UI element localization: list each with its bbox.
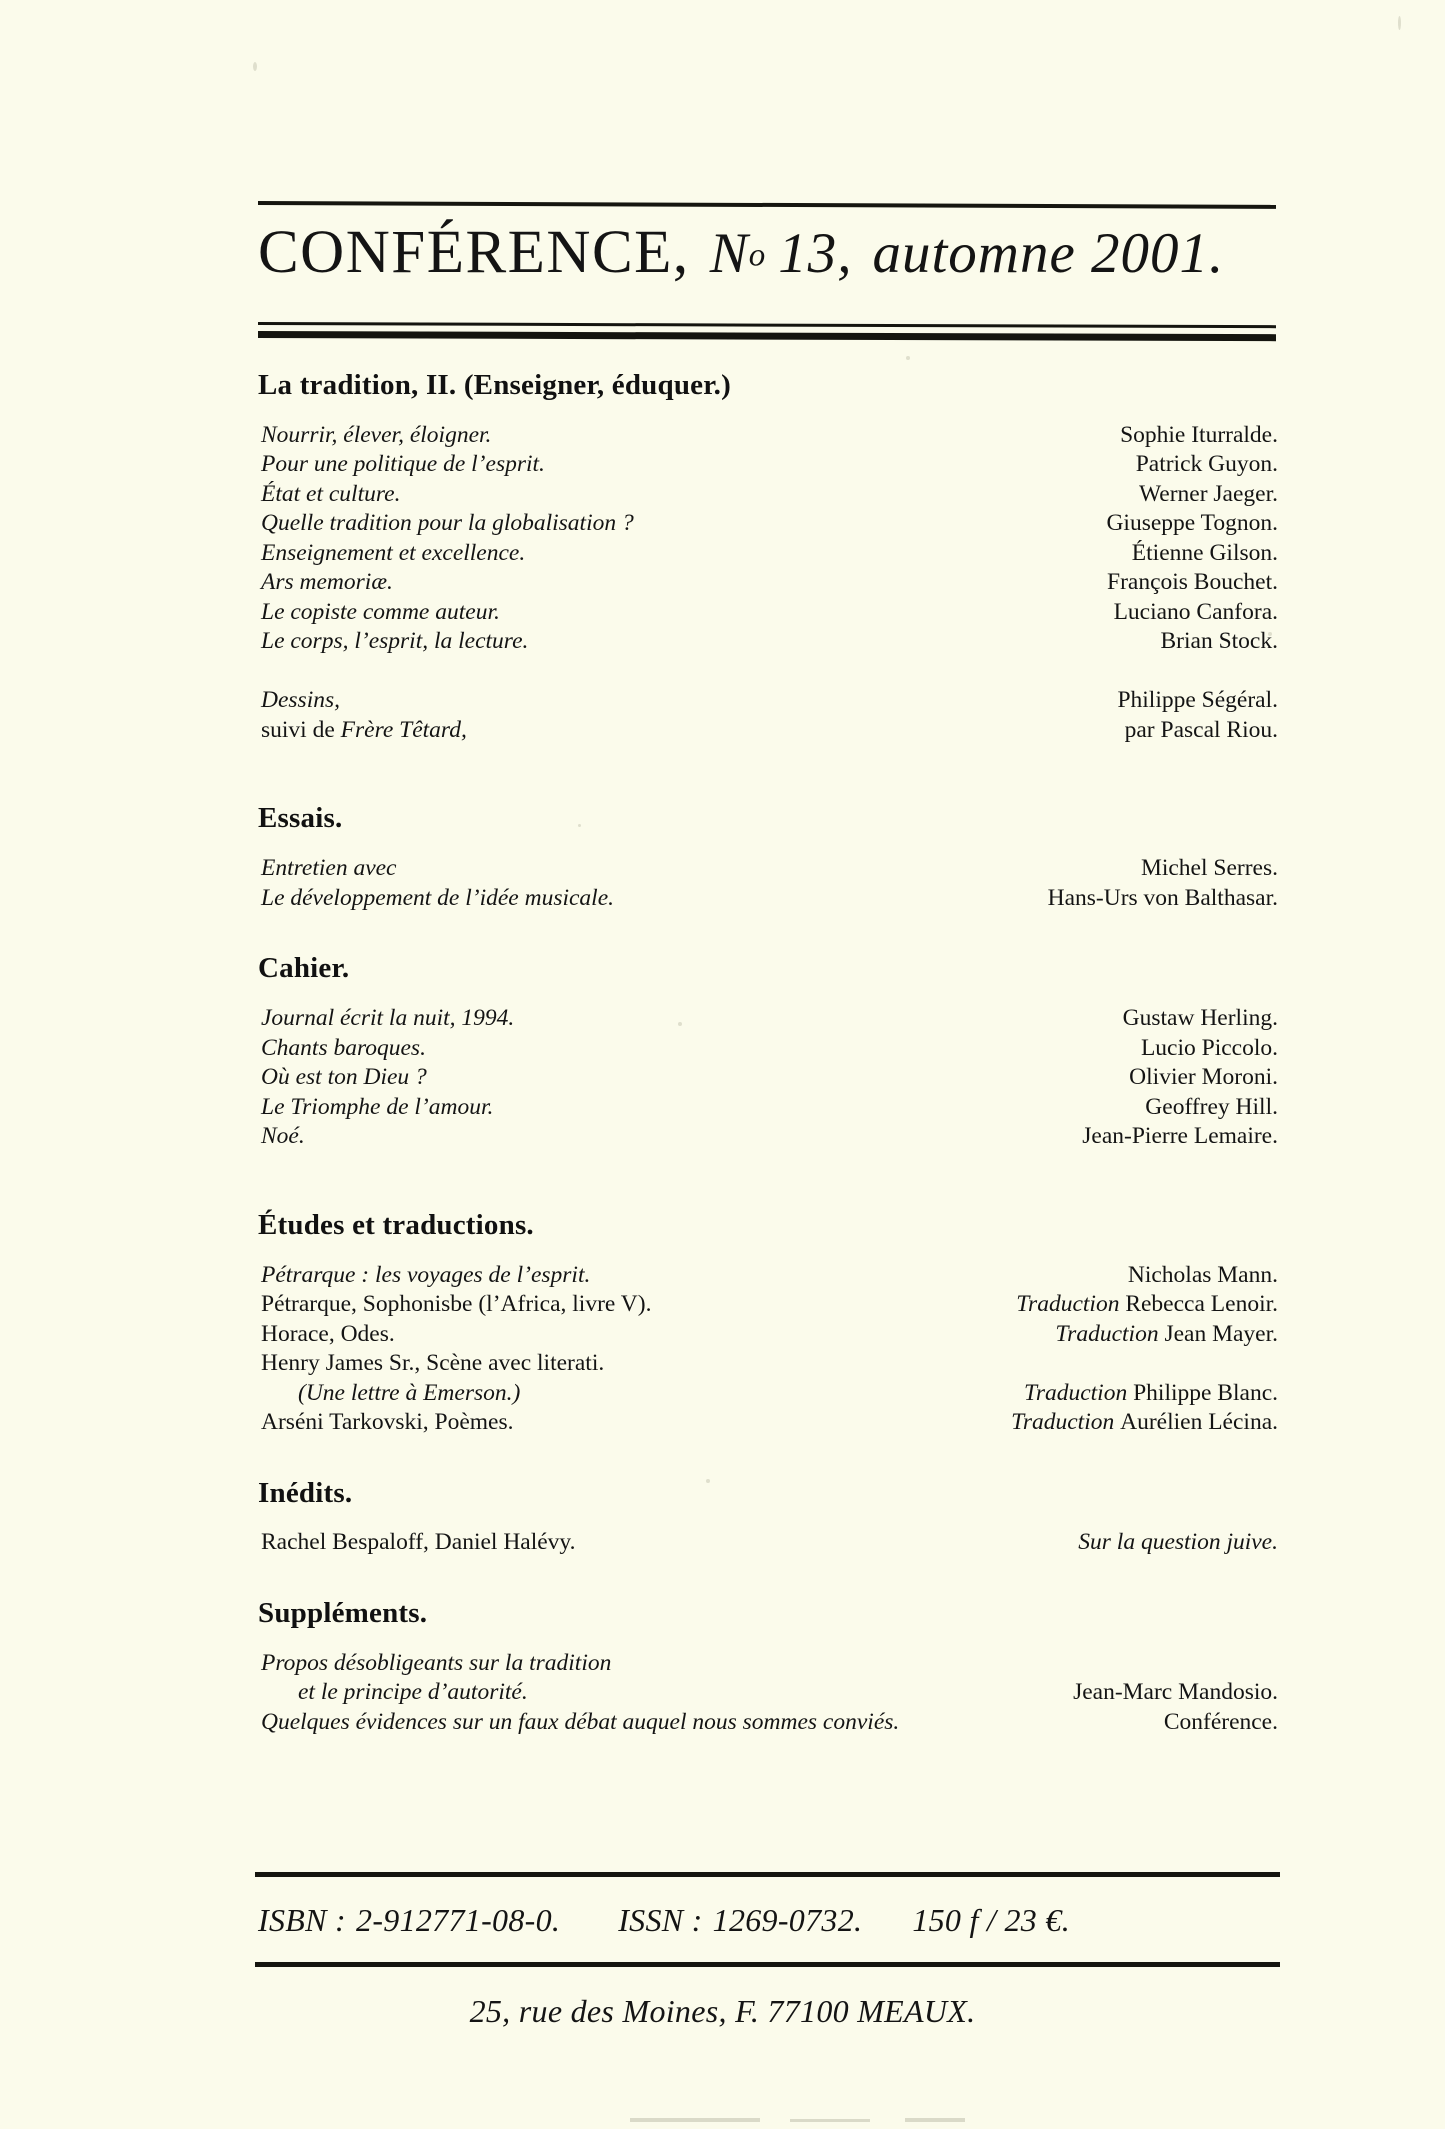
entry-title: Ars memoriæ. [261,569,393,596]
row-spacer [258,657,1280,687]
toc-row [258,1034,1280,1064]
entry-title: Horace, Odes. [261,1320,395,1347]
entry-author: Philippe Ségéral. [1117,687,1278,714]
entry-title: Où est ton Dieu ? [261,1064,427,1091]
price: 150 f / 23 €. [912,1901,1070,1938]
toc-row [258,1004,1280,1034]
entry-title: Le corps, l’esprit, la lecture. [261,628,529,655]
toc-row [258,480,1280,510]
scan-speck [1398,16,1401,30]
entry-author-prefix: Traduction [1016,1291,1126,1318]
toc-row [258,509,1280,539]
toc-row [258,884,1280,914]
entry-title: Quelques évidences sur un faux débat auquel nous sommes conviés. [261,1708,900,1735]
toc-row [258,1063,1280,1093]
entry-group [258,1649,1280,1738]
entry-title: Nourrir, élever, éloigner. [261,421,492,448]
entry-author: Patrick Guyon. [1135,451,1278,478]
entry-title: Entretien avec [261,855,397,882]
entry-title: Le développement de l’idée musicale. [261,884,615,911]
toc-row [258,568,1280,598]
section-essais [258,803,1280,913]
entry-author: Werner Jaeger. [1138,480,1278,507]
entry-title: Rachel Bespaloff, Daniel Halévy. [261,1529,576,1556]
masthead [258,219,1318,310]
scan-speck [253,62,257,71]
footer-identifiers [258,1886,1278,1954]
entry-title: Noé. [261,1123,305,1150]
table-of-contents [258,370,1280,1737]
section-la-tradition [258,370,1280,745]
section-spacer [258,1558,1280,1598]
section-etudes-et-traductions [258,1210,1280,1438]
scan-speck [906,356,910,360]
toc-row [258,627,1280,657]
entry-author: Jean-Marc Mandosio. [1073,1679,1278,1706]
section-heading: La tradition, II. (Enseigner, éduquer.) [258,369,731,401]
journal-title: CONFÉRENCE, [258,219,690,286]
section-heading: Essais. [258,802,343,835]
masthead-bottom-rule-thin [258,322,1276,328]
entry-title: Le copiste comme auteur. [261,598,500,625]
entry-author: Gustaw Herling. [1122,1005,1278,1032]
entry-author-name: Philippe Blanc. [1133,1379,1278,1406]
entry-author: Jean-Pierre Lemaire. [1082,1123,1278,1150]
entry-author: Conférence. [1163,1708,1278,1735]
entry-author: Giuseppe Tognon. [1106,510,1278,537]
entry-author: François Bouchet. [1107,569,1278,596]
entry-author-name: Aurélien Lécina. [1120,1409,1278,1436]
section-cahier [258,953,1280,1151]
section-spacer [258,913,1280,953]
entry-title: Arséni Tarkovski, Poèmes. [261,1409,514,1436]
section-spacer [258,1438,1280,1478]
entry-group [258,1528,1280,1558]
footer-bottom-rule [255,1962,1280,1967]
entry-title: Dessins, [261,687,340,714]
issue-label-superscript: o [748,237,766,274]
entry-title: Propos désobligeants sur la tradition [261,1649,612,1676]
toc-row [258,1122,1280,1152]
scan-edge-artifact [790,2119,870,2122]
issue-label: N [709,222,749,285]
issn-value: 1269-0732. [712,1901,863,1938]
entry-title: Le Triomphe de l’amour. [261,1093,494,1120]
section-heading: Inédits. [258,1476,353,1509]
toc-row [258,1408,1280,1438]
entry-author-prefix: Traduction [1011,1409,1121,1436]
entry-author: Olivier Moroni. [1129,1064,1278,1091]
isbn-label: ISBN : [258,1901,347,1938]
toc-row [258,1290,1280,1320]
entry-author [1016,1290,1280,1320]
section-heading: Cahier. [258,952,350,985]
entry-author-name: Jean Mayer. [1164,1320,1278,1347]
toc-row [258,598,1280,628]
entry-author: Nicholas Mann. [1127,1261,1278,1288]
entry-author: Brian Stock. [1160,628,1278,655]
entry-title: Journal écrit la nuit, 1994. [261,1005,515,1032]
masthead-top-rule [258,201,1276,209]
scan-edge-artifact [630,2118,760,2122]
publisher-address: 25, rue des Moines, F. 77100 MEAUX. [469,1993,976,2029]
entry-author: Sophie Iturralde. [1120,421,1278,448]
entry-group [258,1261,1280,1438]
entry-title: Pétrarque : les voyages de l’esprit. [261,1261,591,1288]
section-supplements [258,1598,1280,1737]
footer-top-rule [255,1872,1280,1877]
entry-title-prefix: suivi de [261,716,341,743]
toc-row [258,1708,1280,1738]
entry-title: Quelle tradition pour la globalisation ? [261,510,634,537]
entry-group [258,854,1280,913]
entry-author-prefix: Traduction [1055,1320,1165,1347]
issue-number: 13, [778,222,853,285]
entry-author: Michel Serres. [1140,855,1278,882]
toc-row [258,539,1280,569]
entry-author: Sur la question juive. [1078,1529,1278,1556]
entry-author-prefix: Traduction [1024,1379,1134,1406]
toc-row [258,1528,1280,1558]
toc-row [258,1379,1280,1409]
entry-author: Hans-Urs von Balthasar. [1047,884,1278,911]
section-heading: Suppléments. [258,1596,428,1629]
entry-group [258,421,1280,746]
entry-title: (Une lettre à Emerson.) [298,1379,521,1406]
entry-author [1011,1408,1280,1438]
section-inedits [258,1478,1280,1558]
entry-title: Pétrarque, Sophonisbe (l’Africa, livre V). [261,1291,652,1318]
entry-title: Enseignement et excellence. [261,539,526,566]
entry-title: État et culture. [261,480,401,507]
section-spacer [258,1152,1280,1210]
entry-author [1055,1320,1280,1350]
issn-label: ISSN : [618,1901,703,1938]
entry-group [258,1004,1280,1152]
section-spacer [258,745,1280,803]
entry-title: Chants baroques. [261,1034,426,1061]
toc-row [258,421,1280,451]
scan-edge-artifact [905,2118,965,2122]
toc-row [258,854,1280,884]
entry-title [258,716,467,746]
masthead-bottom-rule-thick [258,331,1276,341]
toc-row [258,1320,1280,1350]
entry-author: Geoffrey Hill. [1145,1093,1278,1120]
entry-title: Pour une politique de l’esprit. [261,451,545,478]
entry-author: par Pascal Riou. [1124,716,1278,743]
isbn-value: 2-912771-08-0. [356,1901,561,1938]
entry-author: Lucio Piccolo. [1140,1034,1278,1061]
entry-author: Luciano Canfora. [1113,598,1278,625]
entry-title: et le principe d’autorité. [298,1679,528,1706]
toc-row [258,450,1280,480]
toc-row [258,1649,1280,1679]
toc-row [258,1678,1280,1708]
entry-title-work: Frère Têtard, [340,716,467,743]
entry-author [1024,1379,1280,1409]
toc-row [258,1349,1280,1379]
entry-author: Étienne Gilson. [1131,539,1278,566]
entry-title: Henry James Sr., Scène avec literati. [261,1350,605,1377]
entry-author-name: Rebecca Lenoir. [1125,1291,1278,1318]
issue-season-year: automne 2001. [872,222,1225,285]
toc-row [258,686,1280,716]
toc-row [258,1093,1280,1123]
section-heading: Études et traductions. [258,1208,534,1241]
toc-row [258,716,1280,746]
toc-row [258,1261,1280,1291]
